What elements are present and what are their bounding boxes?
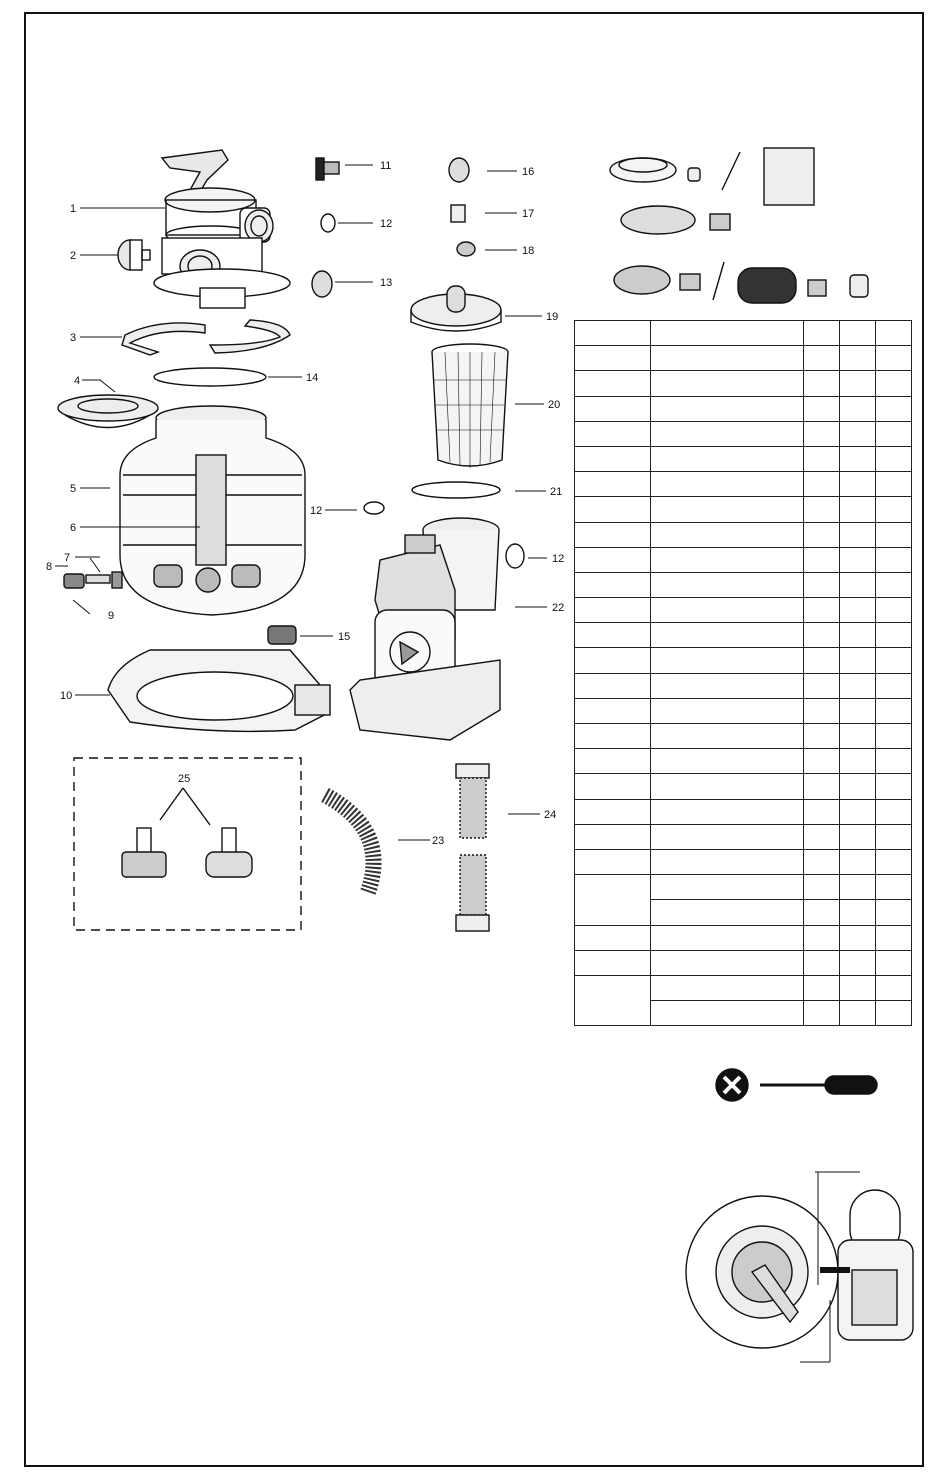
filter-tank [120, 406, 305, 615]
callout-12b: 12 [310, 505, 323, 517]
callout-21: 21 [550, 486, 563, 498]
callout-24: 24 [544, 809, 557, 821]
hose-connector [268, 626, 296, 644]
parts-list-table [574, 320, 912, 1026]
tank-lid-ring [58, 395, 158, 428]
table-row [575, 774, 912, 799]
callout-9: 9 [108, 610, 115, 622]
small-plug [457, 242, 475, 256]
callout-14: 14 [306, 372, 319, 384]
valve-clamp [122, 320, 290, 355]
callout-10: 10 [60, 690, 73, 702]
table-row [575, 849, 912, 874]
table-row [575, 824, 912, 849]
table-row [575, 623, 912, 648]
callout-18: 18 [522, 245, 535, 257]
no-screwdriver-icon [716, 1069, 877, 1101]
table-row [575, 472, 912, 497]
callout-5: 5 [70, 483, 77, 495]
callout-15: 15 [338, 631, 351, 643]
callout-4: 4 [74, 375, 81, 387]
hose-24 [456, 764, 489, 931]
sight-glass-cap [312, 271, 332, 297]
table-row [575, 346, 912, 371]
table-row [575, 698, 912, 723]
table-row [575, 446, 912, 471]
table-row [575, 724, 912, 749]
table-row [575, 749, 912, 774]
installation-detail [686, 1172, 913, 1362]
multiport-valve [154, 150, 290, 308]
table-row [575, 950, 912, 975]
callout-7: 7 [64, 552, 71, 564]
callout-11: 11 [380, 160, 392, 172]
table-row [575, 396, 912, 421]
drain-assembly [64, 572, 122, 588]
table-row [575, 799, 912, 824]
callout-12a: 12 [380, 218, 393, 230]
o-ring-small [321, 214, 335, 232]
callout-19: 19 [546, 311, 559, 323]
table-row [575, 673, 912, 698]
hose-adapter [316, 158, 339, 180]
tank-o-ring [154, 368, 266, 386]
strainer-nut [449, 158, 469, 182]
callout-12c: 12 [552, 553, 565, 565]
callout-25: 25 [178, 773, 191, 785]
callout-1: 1 [70, 203, 77, 215]
pump-motor [350, 518, 500, 740]
table-row [575, 497, 912, 522]
table-row [575, 598, 912, 623]
callout-20: 20 [548, 399, 561, 411]
callout-2: 2 [70, 250, 77, 262]
callout-6: 6 [70, 522, 77, 534]
table-row [575, 925, 912, 950]
hose-23 [325, 795, 374, 892]
callout-23: 23 [432, 835, 445, 847]
table-row [575, 371, 912, 396]
o-ring-12-pump [506, 544, 524, 568]
callout-17: 17 [522, 208, 535, 220]
table-row [575, 547, 912, 572]
compatible-pools [610, 148, 868, 303]
air-release-valve [451, 205, 465, 222]
callout-22: 22 [552, 602, 565, 614]
table-row [575, 572, 912, 597]
table-row [575, 321, 912, 346]
o-ring-12 [364, 502, 384, 514]
table-row [575, 421, 912, 446]
pressure-gauge-plug [118, 240, 150, 270]
callout-13: 13 [380, 277, 393, 289]
callout-3: 3 [70, 332, 77, 344]
table-row [575, 975, 912, 1000]
table-row [575, 875, 912, 900]
table-row [575, 648, 912, 673]
callout-8: 8 [46, 561, 53, 573]
strainer-lid [411, 286, 501, 331]
table-row [575, 522, 912, 547]
lid-o-ring [412, 482, 500, 498]
callout-16: 16 [522, 166, 535, 178]
filter-base [108, 650, 330, 731]
strainer-basket [432, 344, 508, 468]
